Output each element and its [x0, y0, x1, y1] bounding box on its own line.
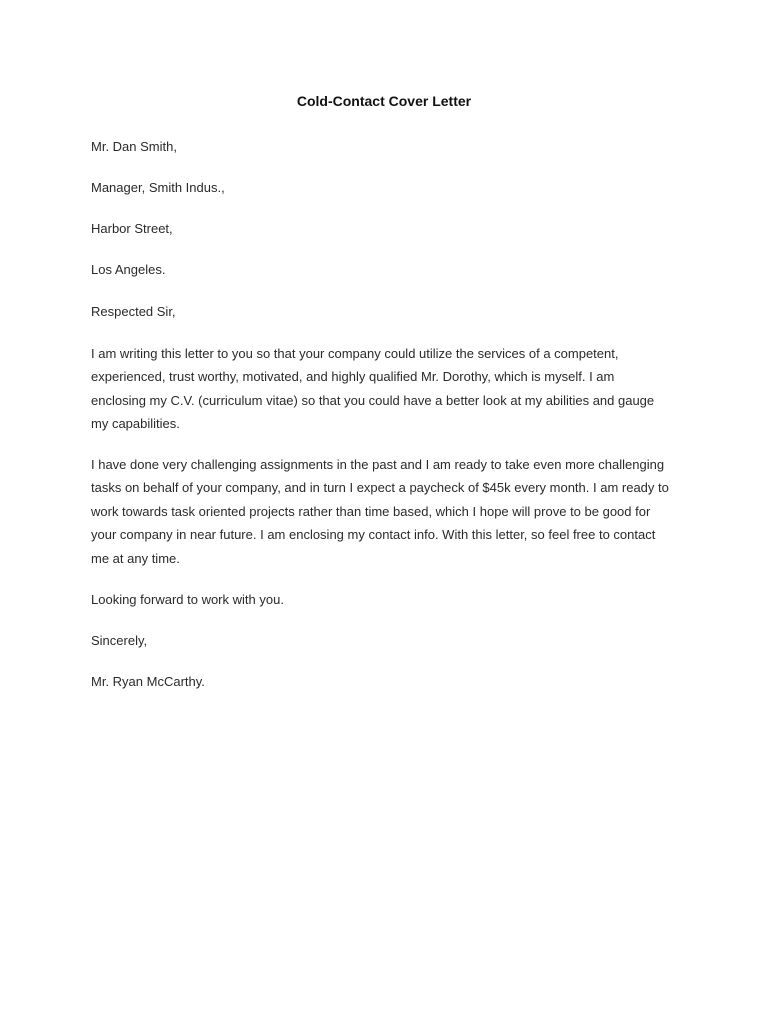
recipient-city: Los Angeles.	[91, 262, 166, 277]
paragraph-line: me at any time.	[91, 550, 180, 566]
body-paragraph-2	[91, 453, 691, 570]
body-paragraph-1	[91, 342, 691, 436]
paragraph-line: I am writing this letter to you so that your company could utilize the services of a competent,	[91, 346, 619, 361]
recipient-street: Harbor Street,	[91, 221, 173, 236]
paragraph-line: I have done very challenging assignments in the past and I am ready to take even more challenging	[91, 457, 665, 472]
signature-name: Mr. Ryan McCarthy.	[91, 674, 205, 689]
closing-line: Looking forward to work with you.	[91, 592, 284, 607]
paragraph-line: tasks on behalf of your company, and in turn I expect a paycheck of $45k every month. I am ready to	[91, 480, 669, 496]
salutation: Respected Sir,	[91, 304, 176, 319]
paragraph-line: your company in near future. I am enclosing my contact info. With this letter, so feel free to contact	[91, 527, 656, 543]
paragraph-line: work towards task oriented projects rather than time based, which I hope will prove to be good for	[91, 503, 651, 519]
paragraph-line: experienced, trust worthy, motivated, and highly qualified Mr. Dorothy, which is myself. I am	[91, 369, 615, 385]
letter-title: Cold-Contact Cover Letter	[296, 93, 472, 109]
recipient-title: Manager, Smith Indus.,	[91, 180, 225, 195]
paragraph-line: my capabilities.	[91, 416, 180, 432]
paragraph-line: enclosing my C.V. (curriculum vitae) so that you could have a better look at my abilities and gauge	[91, 392, 655, 408]
recipient-name: Mr. Dan Smith,	[91, 139, 177, 154]
sign-off: Sincerely,	[91, 633, 148, 648]
